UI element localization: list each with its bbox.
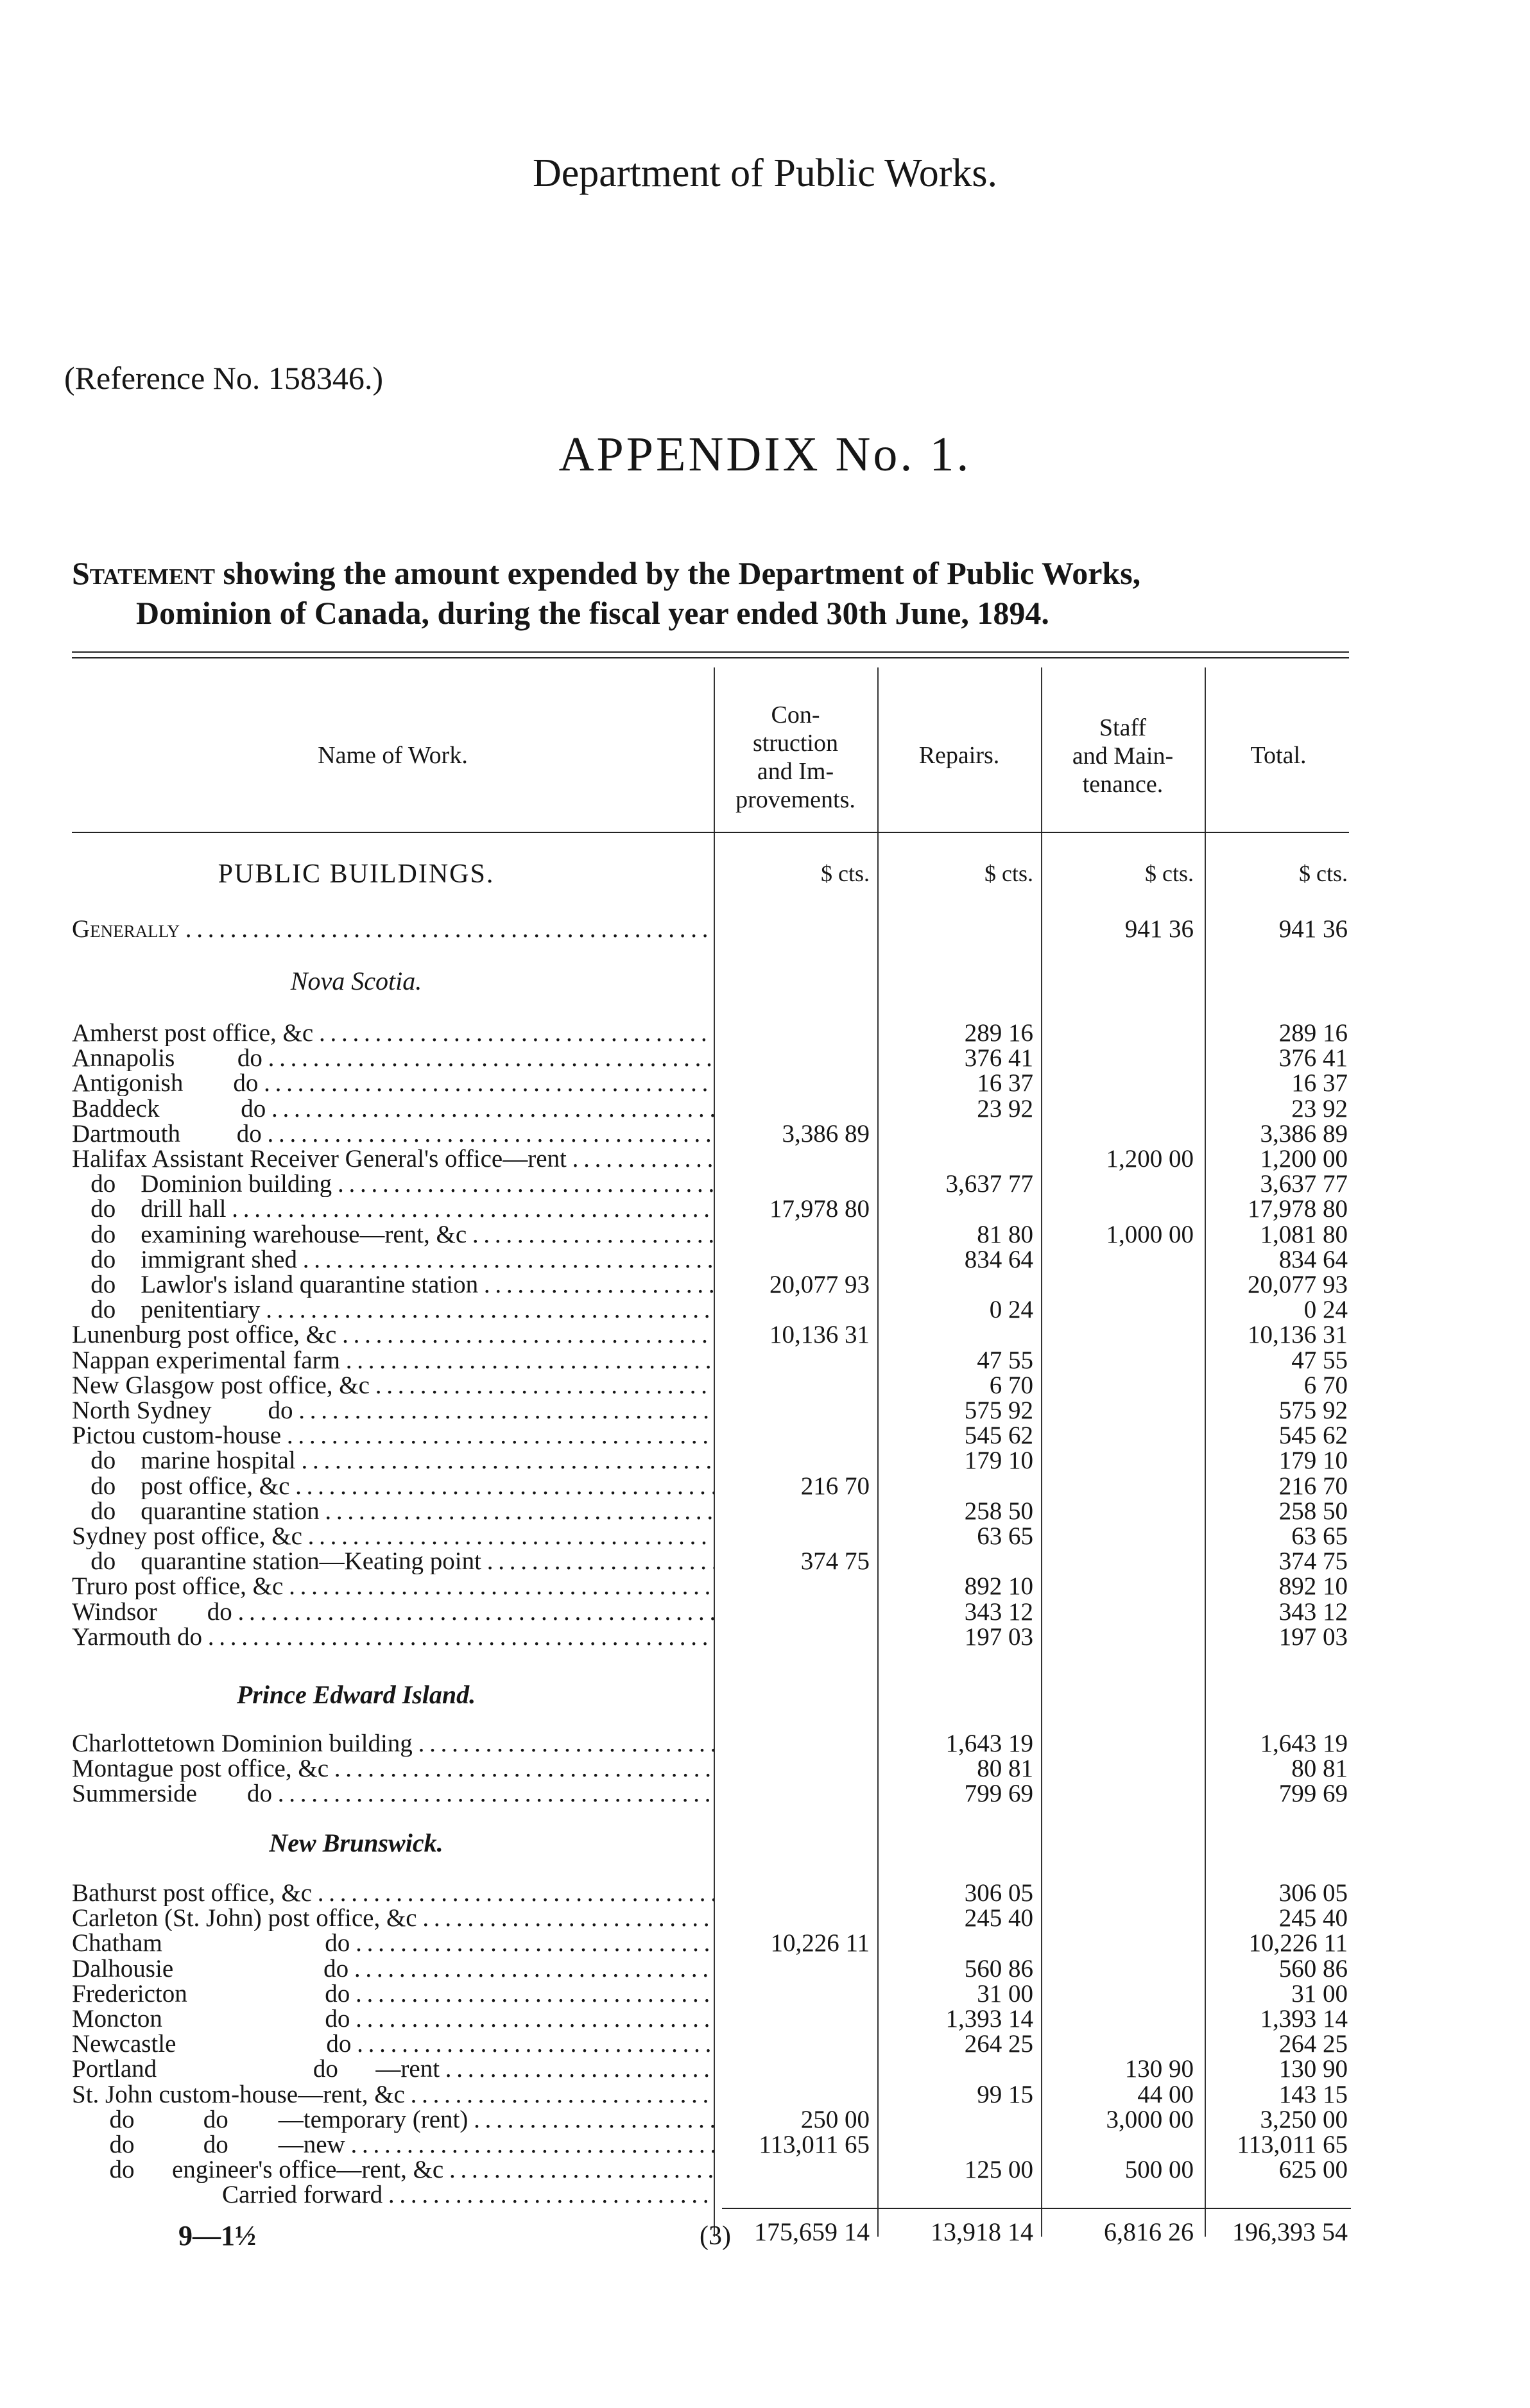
table-row	[0, 2132, 1530, 2158]
row-staff: 500 00	[1124, 2156, 1194, 2183]
row-generally	[0, 916, 1530, 942]
section-public-buildings: PUBLIC BUILDINGS.	[218, 859, 495, 889]
row-repairs: 125 00	[964, 2156, 1033, 2183]
row-repairs: 289 16	[964, 1019, 1033, 1047]
row-total: 575 92	[1278, 1397, 1348, 1424]
row-staff: 130 90	[1124, 2055, 1194, 2083]
unit-staff: $ cts.	[1145, 861, 1194, 886]
row-total: 31 00	[1291, 1980, 1348, 2008]
row-repairs: 23 92	[977, 1095, 1033, 1122]
row-name: Charlottetown Dominion building . . .	[72, 1731, 714, 1757]
row-name: Amherst post office, &c . . .	[72, 1020, 714, 1046]
row-name: Lunenburg post office, &c . . .	[72, 1322, 714, 1348]
unit-total: $ cts.	[1299, 861, 1348, 886]
row-name: Montague post office, &c . . .	[72, 1756, 714, 1782]
row-name: Dartmouth do . . .	[72, 1121, 714, 1147]
row-total: 289 16	[1278, 1019, 1348, 1047]
row-repairs: 376 41	[964, 1044, 1033, 1072]
row-construction: 374 75	[800, 1547, 870, 1575]
table-row	[0, 1322, 1530, 1348]
statement-title	[72, 553, 1458, 633]
row-repairs: 6 70	[989, 1372, 1033, 1399]
row-name: do immigrant shed . . .	[72, 1247, 714, 1273]
header-construction	[714, 701, 877, 814]
row-repairs: 545 62	[964, 1422, 1033, 1449]
row-name: Halifax Assistant Receiver General's office—rent . . .	[72, 1146, 714, 1172]
row-name: Baddeck do . . .	[72, 1096, 714, 1122]
row-repairs: 81 80	[977, 1221, 1033, 1248]
row-repairs: 1,643 19	[945, 1730, 1033, 1757]
table-row	[0, 1524, 1530, 1549]
row-name: do quarantine station . . .	[72, 1499, 714, 1524]
table-row	[0, 1071, 1530, 1096]
row-total: 6 70	[1303, 1372, 1348, 1399]
row-total: 3,250 00	[1260, 2106, 1348, 2133]
row-name: do examining warehouse—rent, &c . . .	[72, 1222, 714, 1248]
row-total: 113,011 65	[1237, 2131, 1348, 2158]
row-total: 197 03	[1278, 1623, 1348, 1651]
subhead-nova-scotia: Nova Scotia.	[290, 967, 422, 995]
row-total: 80 81	[1291, 1755, 1348, 1782]
table-row	[0, 1398, 1530, 1423]
table-row	[0, 2157, 1530, 2183]
table-row	[0, 2082, 1530, 2108]
table-row	[0, 2056, 1530, 2082]
row-repairs: 264 25	[964, 2030, 1033, 2058]
row-repairs: 31 00	[977, 1980, 1033, 2008]
row-name: do do —temporary (rent) . . .	[72, 2107, 714, 2133]
table-row	[0, 2182, 1530, 2208]
row-construction: 20,077 93	[769, 1271, 870, 1298]
row-name: Truro post office, &c . . .	[72, 1574, 714, 1599]
row-name: St. John custom-house—rent, &c . . .	[72, 2082, 714, 2108]
row-name: do penitentiary . . .	[72, 1297, 714, 1323]
table-row	[0, 1448, 1530, 1474]
table-row	[0, 1020, 1530, 1046]
statement-line-1: showing the amount expended by the Department of Public Works,	[223, 555, 1141, 591]
table-row	[0, 1423, 1530, 1449]
row-name: Annapolis do . . .	[72, 1045, 714, 1071]
row-total: 1,200 00	[1260, 1145, 1348, 1173]
row-total: 10,226 11	[1248, 1929, 1348, 1957]
row-name: Newcastle do . . .	[72, 2031, 714, 2057]
subhead-pei: Prince Edward Island.	[236, 1680, 476, 1709]
header-construction-line-4: provements.	[735, 786, 855, 813]
row-construction: 113,011 65	[759, 2131, 870, 2158]
table-top-rule-2	[72, 657, 1349, 658]
statement-lead: Statement	[72, 555, 215, 591]
department-heading: Department of Public Works.	[533, 151, 997, 195]
row-construction: 10,226 11	[770, 1929, 870, 1957]
row-repairs: 63 65	[977, 1522, 1033, 1550]
table-row	[0, 1373, 1530, 1398]
table-row	[0, 1096, 1530, 1122]
row-total: 1,643 19	[1260, 1730, 1348, 1757]
total-construction: 175,659 14	[754, 2217, 870, 2246]
table-row	[0, 1880, 1530, 1906]
row-repairs: 343 12	[964, 1598, 1033, 1626]
table-row	[0, 1956, 1530, 1982]
table-row	[0, 1599, 1530, 1625]
row-repairs: 306 05	[964, 1879, 1033, 1907]
row-total: 625 00	[1278, 2156, 1348, 2183]
row-repairs: 258 50	[964, 1497, 1033, 1525]
row-construction: 17,978 80	[769, 1195, 870, 1223]
table-row	[0, 1348, 1530, 1373]
row-total: 306 05	[1278, 1879, 1348, 1907]
row-total: 799 69	[1278, 1780, 1348, 1807]
table-row	[0, 1474, 1530, 1499]
row-name: Moncton do . . .	[72, 2006, 714, 2032]
row-name: Pictou custom-house . . .	[72, 1423, 714, 1449]
row-repairs: 834 64	[964, 1246, 1033, 1273]
table-row	[0, 1297, 1530, 1323]
row-total: 3,386 89	[1260, 1120, 1348, 1148]
row-name: do quarantine station—Keating point . . .	[72, 1549, 714, 1574]
header-construction-line-3: and Im-	[757, 758, 834, 785]
header-bottom-rule	[72, 832, 1349, 833]
row-name: Summerside do . . .	[72, 1781, 714, 1807]
table-row	[0, 1146, 1530, 1172]
row-total: 130 90	[1278, 2055, 1348, 2083]
row-name: Sydney post office, &c . . .	[72, 1524, 714, 1549]
row-generally-total: 941 36	[1278, 915, 1348, 943]
row-generally-staff: 941 36	[1124, 915, 1194, 943]
appendix-title: APPENDIX No. 1.	[558, 427, 972, 481]
table-row	[0, 1905, 1530, 1931]
row-name: Carleton (St. John) post office, &c . . .	[72, 1905, 714, 1931]
row-total: 143 15	[1278, 2081, 1348, 2108]
total-repairs: 13,918 14	[931, 2217, 1033, 2246]
row-total: 376 41	[1278, 1044, 1348, 1072]
row-construction: 10,136 31	[769, 1321, 870, 1348]
row-repairs: 575 92	[964, 1397, 1033, 1424]
row-total: 1,081 80	[1260, 1221, 1348, 1248]
row-repairs: 3,637 77	[945, 1170, 1033, 1198]
row-name: do marine hospital . . .	[72, 1448, 714, 1474]
header-name-of-work: Name of Work.	[318, 742, 468, 769]
page-number: (3)	[700, 2221, 731, 2251]
row-construction: 250 00	[800, 2106, 870, 2133]
header-total: Total.	[1250, 742, 1307, 769]
row-repairs: 197 03	[964, 1623, 1033, 1651]
row-total: 17,978 80	[1248, 1195, 1348, 1223]
totals-rule	[722, 2208, 1351, 2209]
row-total: 374 75	[1278, 1547, 1348, 1575]
table-row	[0, 1045, 1530, 1071]
row-name: Portland do —rent . . .	[72, 2056, 714, 2082]
signature-mark: 9—1½	[178, 2220, 256, 2251]
table-row	[0, 1222, 1530, 1248]
table-row	[0, 1196, 1530, 1222]
table-row	[0, 2006, 1530, 2032]
row-repairs: 47 55	[977, 1346, 1033, 1374]
row-total: 63 65	[1291, 1522, 1348, 1550]
row-staff: 44 00	[1137, 2081, 1194, 2108]
table-row	[0, 1981, 1530, 2007]
row-repairs: 0 24	[989, 1296, 1033, 1323]
reference-number: (Reference No. 158346.)	[64, 360, 384, 396]
row-repairs: 179 10	[964, 1447, 1033, 1474]
header-staff	[1041, 714, 1205, 798]
row-name: Nappan experimental farm . . .	[72, 1348, 714, 1373]
unit-repairs: $ cts.	[984, 861, 1033, 886]
row-total: 0 24	[1303, 1296, 1348, 1323]
row-repairs: 560 86	[964, 1955, 1033, 1982]
row-name: Yarmouth do . . .	[72, 1624, 714, 1650]
header-repairs: Repairs.	[918, 742, 1000, 769]
header-staff-line-1: Staff	[1099, 714, 1147, 741]
table-row	[0, 1931, 1530, 1956]
row-name: Antigonish do . . .	[72, 1071, 714, 1096]
subhead-new-brunswick: New Brunswick.	[269, 1828, 443, 1857]
row-name: Dalhousie do . . .	[72, 1956, 714, 1982]
row-name: do Dominion building . . .	[72, 1171, 714, 1197]
row-total: 258 50	[1278, 1497, 1348, 1525]
row-total: 892 10	[1278, 1572, 1348, 1600]
unit-construction: $ cts.	[821, 861, 870, 886]
row-repairs: 892 10	[964, 1572, 1033, 1600]
row-repairs: 99 15	[977, 2081, 1033, 2108]
row-repairs: 80 81	[977, 1755, 1033, 1782]
table-row	[0, 1121, 1530, 1147]
table-row	[0, 1171, 1530, 1197]
row-repairs: 799 69	[964, 1780, 1033, 1807]
table-row	[0, 2107, 1530, 2133]
row-repairs: 245 40	[964, 1904, 1033, 1932]
row-name: do do —new . . .	[72, 2132, 714, 2158]
header-staff-line-3: tenance.	[1082, 771, 1164, 798]
row-name: New Glasgow post office, &c . . .	[72, 1373, 714, 1398]
row-staff: 1,200 00	[1106, 1145, 1194, 1173]
row-total: 20,077 93	[1248, 1271, 1348, 1298]
row-name: do Lawlor's island quarantine station . . .	[72, 1272, 714, 1298]
table-row	[0, 1549, 1530, 1574]
total-grand: 196,393 54	[1232, 2217, 1348, 2246]
table-row	[0, 1756, 1530, 1782]
row-name: Bathurst post office, &c . . .	[72, 1880, 714, 1906]
row-name: North Sydney do . . .	[72, 1398, 714, 1423]
row-total: 834 64	[1278, 1246, 1348, 1273]
row-total: 47 55	[1291, 1346, 1348, 1374]
row-total: 216 70	[1278, 1472, 1348, 1500]
row-name: Carried forward . . .	[72, 2182, 714, 2208]
row-total: 1,393 14	[1260, 2005, 1348, 2033]
row-total: 343 12	[1278, 1598, 1348, 1626]
row-total: 16 37	[1291, 1069, 1348, 1097]
row-construction: 216 70	[800, 1472, 870, 1500]
table-row	[0, 1574, 1530, 1599]
table-row	[0, 1731, 1530, 1757]
table-row	[0, 1781, 1530, 1807]
table-row	[0, 1624, 1530, 1650]
table-row	[0, 2031, 1530, 2057]
header-staff-line-2: and Main-	[1072, 743, 1174, 770]
row-total: 545 62	[1278, 1422, 1348, 1449]
row-total: 10,136 31	[1248, 1321, 1348, 1348]
row-name: do engineer's office—rent, &c . . .	[72, 2157, 714, 2183]
row-construction: 3,386 89	[782, 1120, 870, 1148]
statement-line-2: Dominion of Canada, during the fiscal year ended 30th June, 1894.	[136, 595, 1049, 631]
row-name: do drill hall . . .	[72, 1196, 714, 1222]
header-construction-line-2: struction	[753, 730, 838, 757]
row-total: 3,637 77	[1260, 1170, 1348, 1198]
row-name: Windsor do . . .	[72, 1599, 714, 1625]
table-top-rule	[72, 651, 1349, 653]
row-generally-name: Generally . . .	[72, 916, 714, 942]
header-construction-line-1: Con-	[771, 701, 820, 728]
row-name: Fredericton do . . .	[72, 1981, 714, 2007]
row-total: 264 25	[1278, 2030, 1348, 2058]
table-row	[0, 1247, 1530, 1273]
table-row	[0, 1272, 1530, 1298]
row-repairs: 16 37	[977, 1069, 1033, 1097]
row-total: 179 10	[1278, 1447, 1348, 1474]
row-total: 245 40	[1278, 1904, 1348, 1932]
table-row	[0, 1499, 1530, 1524]
row-staff: 1,000 00	[1106, 1221, 1194, 1248]
total-staff: 6,816 26	[1104, 2217, 1194, 2246]
row-name: Chatham do . . .	[72, 1931, 714, 1956]
row-name: do post office, &c . . .	[72, 1474, 714, 1499]
row-total: 23 92	[1291, 1095, 1348, 1122]
row-total: 560 86	[1278, 1955, 1348, 1982]
row-staff: 3,000 00	[1106, 2106, 1194, 2133]
row-repairs: 1,393 14	[945, 2005, 1033, 2033]
